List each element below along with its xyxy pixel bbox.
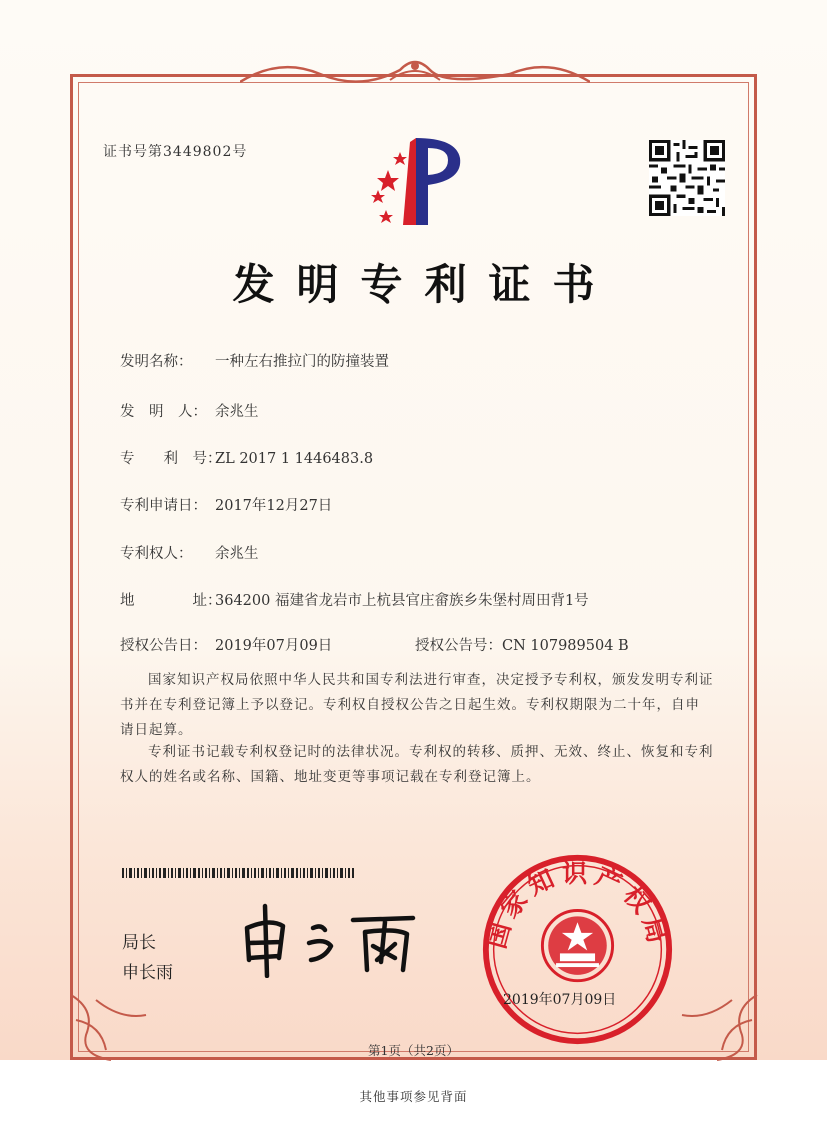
- svg-text:国家知识产权局: 国家知识产权局: [480, 858, 675, 952]
- grant-date-label: 授权公告日：: [120, 638, 207, 654]
- invention-name-label: 发明名称：: [120, 354, 193, 370]
- certificate-title: 发明专利证书: [232, 260, 617, 309]
- filing-date-row: [120, 494, 332, 515]
- grant-publication-row: [415, 634, 629, 655]
- inventor-row: [120, 400, 259, 421]
- qr-code: [649, 140, 725, 216]
- invention-name-value: 一种左右推拉门的防撞装置: [215, 354, 389, 370]
- certificate-statement-1: 国家知识产权局依照中华人民共和国专利法进行审查，决定授予专利权，颁发发明专利证书并在专利登记簿上予以登记。专利权自授权公告之日起生效。专利权期限为二十年，自申请日起算。: [120, 672, 714, 738]
- patentee-value: 余兆生: [215, 546, 259, 562]
- page-number: 第1页（共2页）: [368, 1043, 459, 1058]
- director-signature: [235, 898, 425, 978]
- cnipa-logo-icon: [358, 130, 468, 230]
- filing-date-value: 2017年12月27日: [215, 498, 333, 514]
- footer-note: 其他事项参见背面: [359, 1089, 468, 1104]
- grant-publication-label: 授权公告号：: [415, 638, 502, 654]
- top-ornament: [240, 52, 590, 92]
- official-seal: [480, 852, 675, 1047]
- grant-date-value: 2019年07月09日: [215, 638, 333, 654]
- invention-name-row: [120, 350, 389, 371]
- inventor-label: 发 明 人：: [120, 404, 207, 420]
- patentee-row: [120, 542, 259, 563]
- grant-date-row: [120, 634, 332, 655]
- certificate-statement-2: 专利证书记载专利权登记时的法律状况。专利权的转移、质押、无效、终止、恢复和专利权人的姓名或名称、国籍、地址变更等事项记载在专利登记簿上。: [120, 744, 714, 785]
- patentee-label: 专利权人：: [120, 546, 193, 562]
- barcode: [122, 868, 354, 878]
- address-row: [120, 589, 589, 610]
- certificate-number: 证书号第3449802号: [103, 144, 248, 160]
- address-value: 364200 福建省龙岩市上杭县官庄畲族乡朱堡村周田背1号: [215, 593, 589, 609]
- filing-date-label: 专利申请日：: [120, 498, 207, 514]
- inventor-value: 余兆生: [215, 404, 259, 420]
- patent-number-row: [120, 447, 373, 468]
- address-label: 地 址：: [120, 593, 222, 609]
- patent-number-value: ZL 2017 1 1446483.8: [215, 451, 374, 467]
- director-name: 申长雨: [122, 963, 173, 983]
- director-title: 局长: [122, 933, 156, 953]
- patent-number-label: 专 利 号：: [120, 451, 222, 467]
- seal-date: 2019年07月09日: [503, 992, 617, 1008]
- grant-publication-value: CN 107989504 B: [502, 638, 629, 654]
